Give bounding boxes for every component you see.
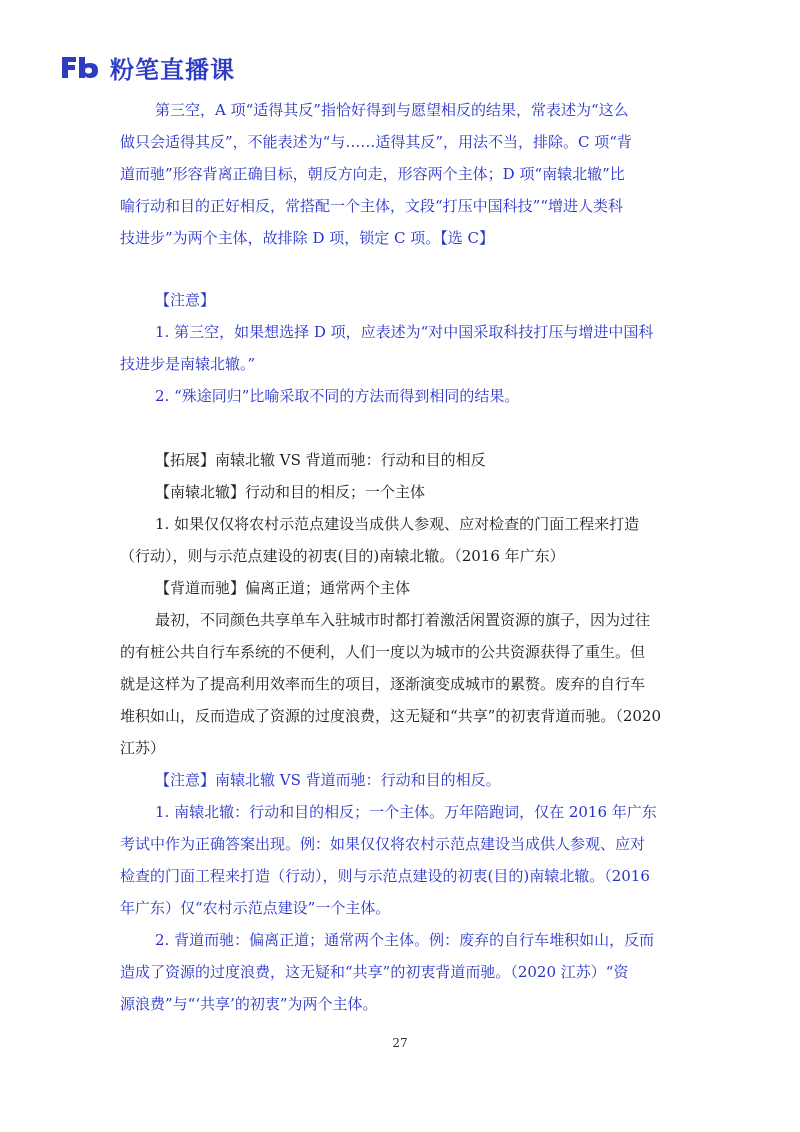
paragraph-line: 的有桩公共自行车系统的不便利，人们一度以为城市的公共资源获得了重生。但 xyxy=(120,643,646,661)
paragraph-line: 源浪费”与“‘共享’的初衷”为两个主体。 xyxy=(120,995,378,1013)
paragraph-line: 技进步是南辕北辙。” xyxy=(120,355,256,373)
note-heading: 【注意】南辕北辙 VS 背道而驰：行动和目的相反。 xyxy=(155,771,501,789)
paragraph-line: 就是这样为了提高利用效率而生的项目，逐渐演变成城市的累赘。废弃的自行车 xyxy=(120,675,646,693)
sub-heading: 【背道而驰】偏离正道；通常两个主体 xyxy=(155,579,411,597)
paragraph-line: 1. 如果仅仅将农村示范点建设当成供人参观、应对检查的门面工程来打造 xyxy=(155,515,640,533)
paragraph-line: 道而驰”形容背离正确目标，朝反方向走，形容两个主体；D 项“南辕北辙”比 xyxy=(120,165,625,183)
paragraph-line: 做只会适得其反”，不能表述为“与……适得其反”，用法不当，排除。C 项“背 xyxy=(120,133,632,151)
paragraph-line: 年广东）仅“农村示范点建设”一个主体。 xyxy=(120,899,391,917)
sub-heading: 【南辕北辙】行动和目的相反；一个主体 xyxy=(155,483,426,501)
paragraph-line: 造成了资源的过度浪费，这无疑和“共享”的初衷背道而驰。（2020 江苏）“资 xyxy=(120,963,629,981)
note-heading: 【注意】 xyxy=(155,291,216,309)
page-number: 27 xyxy=(392,1036,408,1050)
paragraph-line: （行动），则与示范点建设的初衷(目的)南辕北辙。（2016 年广东） xyxy=(120,547,565,565)
paragraph-line: 2. 背道而驰：偏离正道；通常两个主体。例：废弃的自行车堆积如山，反而 xyxy=(155,931,655,949)
paragraph-line: 1. 南辕北辙：行动和目的相反；一个主体。万年陪跑词，仅在 2016 年广东 xyxy=(155,803,657,821)
paragraph-line: 堆积如山，反而造成了资源的过度浪费，这无疑和“共享”的初衷背道而驰。（2020 xyxy=(120,707,662,725)
brand-logo xyxy=(60,50,235,84)
fb-logo-icon xyxy=(60,54,100,80)
section-heading: 【拓展】南辕北辙 VS 背道而驰：行动和目的相反 xyxy=(155,451,486,469)
paragraph-line: 第三空，A 项“适得其反”指恰好得到与愿望相反的结果，常表述为“这么 xyxy=(155,101,629,119)
paragraph-line: 检查的门面工程来打造（行动），则与示范点建设的初衷(目的)南辕北辙。（2016 xyxy=(120,867,650,885)
paragraph-line: 最初，不同颜色共享单车入驻城市时都打着激活闲置资源的旗子，因为过往 xyxy=(155,611,651,629)
logo-text: 粉笔直播课 xyxy=(110,55,235,84)
paragraph-line: 2. “殊途同归”比喻采取不同的方法而得到相同的结果。 xyxy=(155,387,520,405)
paragraph-line: 考试中作为正确答案出现。例：如果仅仅将农村示范点建设当成供人参观、应对 xyxy=(120,835,646,853)
paragraph-line: 1. 第三空，如果想选择 D 项，应表述为“对中国采取科技打压与增进中国科 xyxy=(155,323,654,341)
paragraph-line: 技进步”为两个主体，故排除 D 项，锁定 C 项。【选 C】 xyxy=(120,229,494,247)
paragraph-line: 喻行动和目的正好相反，常搭配一个主体，文段“打压中国科技”“增进人类科 xyxy=(120,197,624,215)
paragraph-line: 江苏） xyxy=(120,739,166,757)
